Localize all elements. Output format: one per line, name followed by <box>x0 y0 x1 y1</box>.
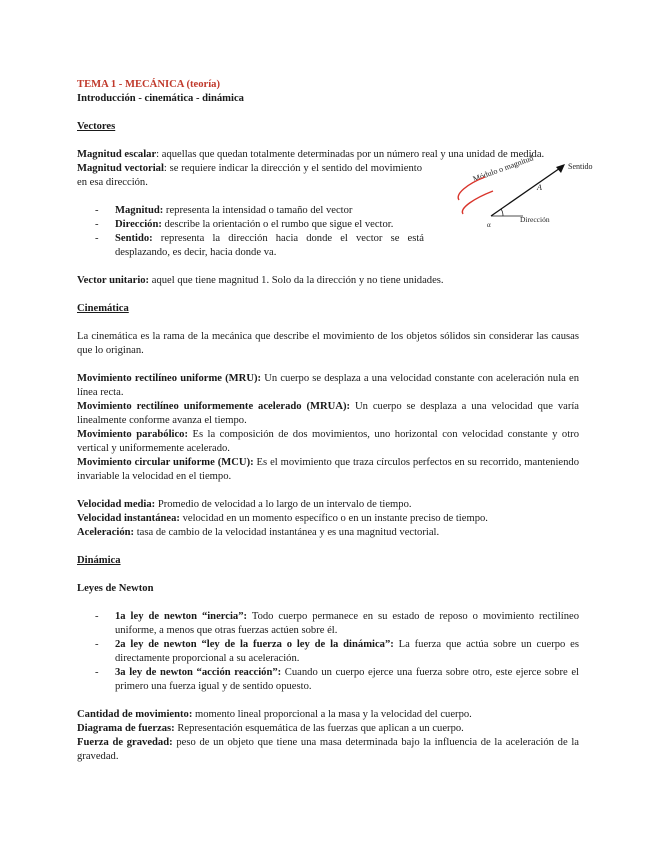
definition-paragraph <box>77 512 579 526</box>
cinematica-intro: La cinemática es la rama de la mecánica que describe el movimiento de los objetos sólidos sin considerar las causas que lo originan. <box>77 331 579 356</box>
diagram-arrowhead <box>556 164 565 173</box>
vector-unitario-text: aquel que tiene magnitud 1. Solo da la dirección y no tiene unidades. <box>149 275 444 286</box>
vector-diagram <box>445 152 595 232</box>
magnitud-escalar-term: Magnitud escalar <box>77 149 157 160</box>
definition-term: Cantidad de movimiento: <box>77 709 193 720</box>
list-item <box>77 666 579 694</box>
diagram-label-alpha: α <box>487 221 491 229</box>
list-item-term: 2a ley de newton “ley de la fuerza o ley de la dinámica”: <box>115 639 394 650</box>
definition-paragraph <box>77 526 579 540</box>
definition-paragraph <box>77 400 579 428</box>
definition-term: Movimiento parabólico: <box>77 429 188 440</box>
definition-text: peso de un objeto que tiene una masa determinada bajo la influencia de la aceleración de la gravedad. <box>77 737 579 762</box>
definition-text: Representación esquemática de las fuerzas que aplican a un cuerpo. <box>174 723 464 734</box>
definition-paragraph <box>77 428 579 456</box>
definition-text: Un cuerpo se desplaza a una velocidad que varía linealmente conforme avanza el tiempo. <box>77 401 579 426</box>
dinamica-definiciones-block <box>77 708 579 764</box>
diagram-angle-arc <box>501 209 503 216</box>
definition-paragraph <box>77 372 579 400</box>
list-item-text: La fuerza que actúa sobre un cuerpo es directamente proporcional a su aceleración. <box>115 639 579 664</box>
magnitud-vectorial-paragraph <box>77 162 422 190</box>
diagram-label-sentido: Sentido <box>568 162 593 171</box>
definition-paragraph <box>77 722 579 736</box>
definition-paragraph <box>77 736 579 764</box>
document-subtitle: Introducción - cinemática - dinámica <box>77 93 244 104</box>
definition-text: tasa de cambio de la velocidad instantánea y es una magnitud vectorial. <box>134 527 440 538</box>
magnitud-vectorial-text: : se requiere indicar la dirección y el sentido del movimiento en esa dirección. <box>77 163 422 188</box>
list-item-text: describe la orientación o el rumbo que sigue el vector. <box>161 219 394 230</box>
definition-text: momento lineal proporcional a la masa y la velocidad del cuerpo. <box>192 709 472 720</box>
list-item-term: 1a ley de newton “inercia”: <box>115 611 248 622</box>
list-item-term: Sentido: <box>115 233 153 244</box>
definition-term: Aceleración: <box>77 527 135 538</box>
list-item <box>77 610 579 638</box>
definition-term: Velocidad media: <box>77 499 156 510</box>
definition-term: Movimiento rectilíneo uniformemente acelerado (MRUA): <box>77 401 351 412</box>
definition-term: Diagrama de fuerzas: <box>77 723 175 734</box>
list-item-text: Todo cuerpo permanece en su estado de reposo o movimiento rectilíneo uniforme, a menos que otras fuerzas actúen sobre él. <box>115 611 580 636</box>
definition-text: Es la composición de dos movimientos, uno horizontal con velocidad constante y otro vertical y uniformemente acelerado. <box>77 429 579 454</box>
section-heading-dinamica: Dinámica <box>77 555 121 566</box>
definition-term: Fuerza de gravedad: <box>77 737 173 748</box>
magnitud-vectorial-term: Magnitud vectorial <box>77 163 164 174</box>
subheading-leyes-newton: Leyes de Newton <box>77 583 154 594</box>
list-item <box>77 218 424 232</box>
definition-text: Promedio de velocidad a lo largo de un intervalo de tiempo. <box>155 499 412 510</box>
list-item <box>77 204 424 218</box>
diagram-label-direccion: Dirección <box>520 215 550 224</box>
vector-unitario-paragraph <box>77 274 579 288</box>
list-item-text: representa la dirección hacia donde el vector se está desplazando, es decir, hacia donde va. <box>115 233 424 258</box>
list-item <box>77 232 424 260</box>
list-item-term: Magnitud: <box>115 205 164 216</box>
vector-properties-list <box>77 204 424 260</box>
cinematica-definiciones-block <box>77 498 579 540</box>
list-item <box>77 638 579 666</box>
section-heading-vectores: Vectores <box>77 121 116 132</box>
list-item-text: representa la intensidad o tamaño del vector <box>163 205 353 216</box>
diagram-magnitude-brace-lower <box>462 191 493 214</box>
definition-text: Es el movimiento que traza círculos perfectos en su recorrido, manteniendo invariable la velocidad en el tiempo. <box>77 457 579 482</box>
definition-term: Movimiento circular uniforme (MCU): <box>77 457 254 468</box>
definition-term: Velocidad instantánea: <box>77 513 180 524</box>
vector-unitario-term: Vector unitario: <box>77 275 150 286</box>
definition-paragraph <box>77 708 579 722</box>
magnitud-escalar-text: : aquellas que quedan totalmente determinadas por un número real y una unidad de medida. <box>156 149 545 160</box>
document-title: TEMA 1 - MECÁNICA (teoría) <box>77 79 220 90</box>
movimientos-block <box>77 372 579 484</box>
definition-text: velocidad en un momento específico o en un instante preciso de tiempo. <box>179 513 488 524</box>
list-item-term: 3a ley de newton “acción reacción”: <box>115 667 282 678</box>
section-heading-cinematica: Cinemática <box>77 303 129 314</box>
document-content <box>77 78 593 764</box>
definition-paragraph <box>77 498 579 512</box>
definition-text: Un cuerpo se desplaza a una velocidad constante con aceleración nula en línea recta. <box>77 373 580 398</box>
definition-paragraph <box>77 456 579 484</box>
list-item-term: Dirección: <box>115 219 162 230</box>
list-item-text: Cuando un cuerpo ejerce una fuerza sobre otro, este ejerce sobre el primero una fuerza igual y de sentido opuesto. <box>115 667 579 692</box>
definition-term: Movimiento rectilíneo uniforme (MRU): <box>77 373 262 384</box>
diagram-label-modulo: Módulo o magnitud <box>471 153 535 184</box>
diagram-label-a: A <box>537 183 542 192</box>
newton-laws-list <box>77 610 579 694</box>
